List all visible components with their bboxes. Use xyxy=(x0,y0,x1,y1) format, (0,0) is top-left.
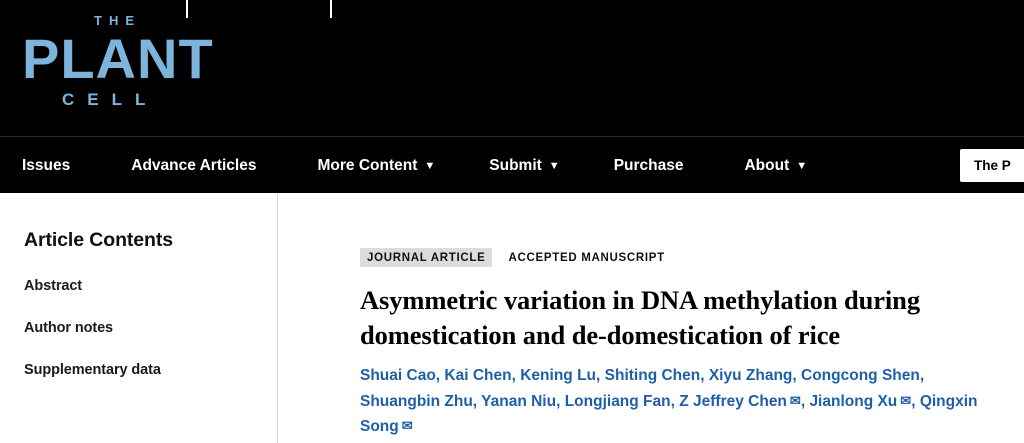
article-type-badge: JOURNAL ARTICLE xyxy=(360,248,492,267)
author-link[interactable]: Xiyu Zhang xyxy=(708,367,793,385)
nav-item-label: Advance Articles xyxy=(131,157,257,174)
nav-item-about[interactable] xyxy=(744,137,834,194)
author-link[interactable]: Congcong Shen xyxy=(801,367,920,385)
logo-line-the: THE xyxy=(94,13,141,28)
author-list: Shuai Cao, Kai Chen, Kening Lu, Shiting Chen, Xiyu Zhang, Congcong Shen, Shuangbin Zhu, Yanan Niu, Longjiang Fan, Z Jeffrey Chen ✉, Jianlong Xu ✉, Qingxin Song ✉ xyxy=(360,367,978,435)
content-area xyxy=(0,193,1024,443)
author-link[interactable]: Shuai Cao xyxy=(360,367,436,385)
nav-item-issues[interactable] xyxy=(22,137,104,194)
author-link[interactable]: Qingxin Song xyxy=(360,392,978,435)
nav-item-label: Issues xyxy=(22,157,71,174)
nav-item-more-content[interactable] xyxy=(317,137,462,194)
article-status-label: ACCEPTED MANUSCRIPT xyxy=(508,251,665,264)
site-logo[interactable] xyxy=(22,14,282,124)
journal-tab-button[interactable]: The P xyxy=(960,149,1024,182)
chevron-down-icon: ▼ xyxy=(424,160,436,172)
envelope-icon[interactable]: ✉ xyxy=(900,392,912,408)
nav-item-submit[interactable] xyxy=(489,137,586,194)
chevron-down-icon: ▼ xyxy=(548,160,560,172)
author-link[interactable]: Kai Chen xyxy=(444,367,512,385)
sidebar-title: Article Contents xyxy=(24,229,174,251)
author-link[interactable]: Yanan Niu xyxy=(481,392,557,410)
article-tag-row xyxy=(360,248,1010,267)
top-divider-right xyxy=(330,0,332,18)
site-masthead xyxy=(0,0,1024,136)
author-link[interactable]: Longjiang Fan xyxy=(564,392,671,410)
author-link[interactable]: Shiting Chen xyxy=(604,367,701,385)
nav-item-label: About xyxy=(744,157,790,174)
page-title: Asymmetric variation in DNA methylation during domestication and de-domestication of rice xyxy=(360,285,920,351)
nav-item-label: More Content xyxy=(317,157,418,174)
logo-line-cell: CELL xyxy=(62,90,159,109)
author-link[interactable]: Kening Lu xyxy=(520,367,597,385)
sidebar-item-abstract[interactable]: Abstract xyxy=(24,278,83,294)
sidebar-item-author-notes[interactable]: Author notes xyxy=(24,320,114,336)
author-link[interactable]: Z Jeffrey Chen xyxy=(679,392,787,410)
nav-item-label: Submit xyxy=(489,157,542,174)
author-link[interactable]: Shuangbin Zhu xyxy=(360,392,473,410)
nav-item-label: Purchase xyxy=(613,157,684,174)
nav-item-purchase[interactable] xyxy=(614,137,718,194)
article-contents-sidebar xyxy=(0,193,278,443)
nav-item-list xyxy=(22,137,861,194)
sidebar-item-supplementary-data[interactable]: Supplementary data xyxy=(24,362,161,378)
article-header xyxy=(360,193,1010,439)
author-link[interactable]: Jianlong Xu xyxy=(809,392,898,410)
envelope-icon[interactable]: ✉ xyxy=(789,392,801,408)
logo-line-plant: PLANT xyxy=(22,27,214,90)
nav-item-advance-articles[interactable] xyxy=(131,137,290,194)
envelope-icon[interactable]: ✉ xyxy=(401,417,413,433)
chevron-down-icon: ▼ xyxy=(796,160,808,172)
main-navigation xyxy=(0,136,1024,193)
